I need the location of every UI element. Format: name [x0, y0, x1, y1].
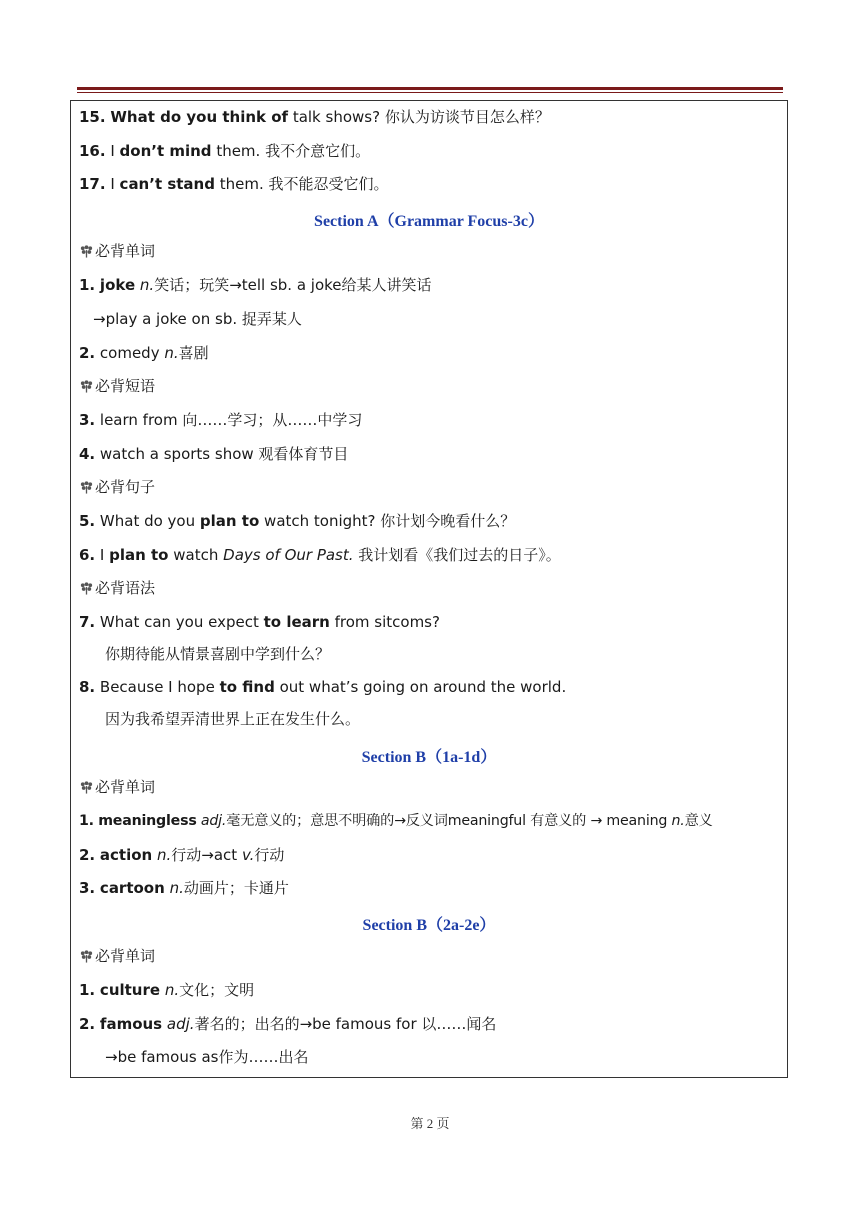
flower-icon — [79, 379, 94, 393]
item-a7-translation: 你期待能从情景喜剧中学到什么？ — [105, 645, 331, 663]
item-b1: 1. meaningless adj.毫无意义的；意思不明确的→反义词meaningful 有意义的 → meaning n.意义 — [79, 813, 713, 829]
category-words: 必背单词 — [79, 946, 155, 966]
item-a3: 3. learn from 向……学习；从……中学习 — [79, 411, 363, 429]
item-15: 15. What do you think of talk shows? 你认为访谈节目怎么样？ — [79, 108, 550, 126]
flower-icon — [79, 244, 94, 258]
category-phrases: 必背短语 — [79, 376, 155, 396]
item-a7: 7. What can you expect to learn from sitcoms? — [79, 613, 440, 631]
item-16: 16. I don’t mind them. 我不介意它们。 — [79, 142, 371, 160]
flower-icon — [79, 581, 94, 595]
item-c2-sub: →be famous as作为……出名 — [105, 1048, 309, 1066]
flower-icon — [79, 780, 94, 794]
item-c1: 1. culture n.文化；文明 — [79, 981, 255, 999]
item-a8-translation: 因为我希望弄清世界上正在发生什么。 — [105, 710, 361, 728]
category-words: 必背单词 — [79, 777, 155, 797]
section-b2-heading: Section B（2a-2e） — [362, 917, 496, 934]
section-a-heading: Section A（Grammar Focus-3c） — [314, 213, 544, 230]
item-a6: 6. I plan to watch Days of Our Past. 我计划看《我们过去的日子》。 — [79, 546, 561, 564]
flower-icon — [79, 480, 94, 494]
category-words: 必背单词 — [79, 241, 155, 261]
item-a1: 1. joke n.笑话；玩笑→tell sb. a joke给某人讲笑话 — [79, 276, 432, 294]
header-rule-thin — [77, 92, 783, 93]
category-grammar: 必背语法 — [79, 578, 155, 598]
flower-icon — [79, 949, 94, 963]
section-b1-heading: Section B（1a-1d） — [361, 749, 497, 766]
item-a5: 5. What do you plan to watch tonight? 你计划今晚看什么？ — [79, 512, 516, 530]
item-17: 17. I can’t stand them. 我不能忍受它们。 — [79, 175, 389, 193]
item-c2: 2. famous adj.著名的；出名的→be famous for 以……闻名 — [79, 1015, 497, 1033]
category-sentences: 必背句子 — [79, 477, 155, 497]
content-box — [70, 100, 788, 1078]
page-number: 第 2 页 — [410, 1116, 450, 1131]
item-a1-sub: →play a joke on sb. 捉弄某人 — [93, 310, 302, 328]
item-b3: 3. cartoon n.动画片；卡通片 — [79, 879, 289, 897]
item-b2: 2. action n.行动→act v.行动 — [79, 846, 285, 864]
item-a4: 4. watch a sports show 观看体育节目 — [79, 445, 349, 463]
item-a8: 8. Because I hope to find out what’s going on around the world. — [79, 678, 567, 696]
item-a2: 2. comedy n.喜剧 — [79, 344, 209, 362]
header-rule-thick — [77, 87, 783, 90]
